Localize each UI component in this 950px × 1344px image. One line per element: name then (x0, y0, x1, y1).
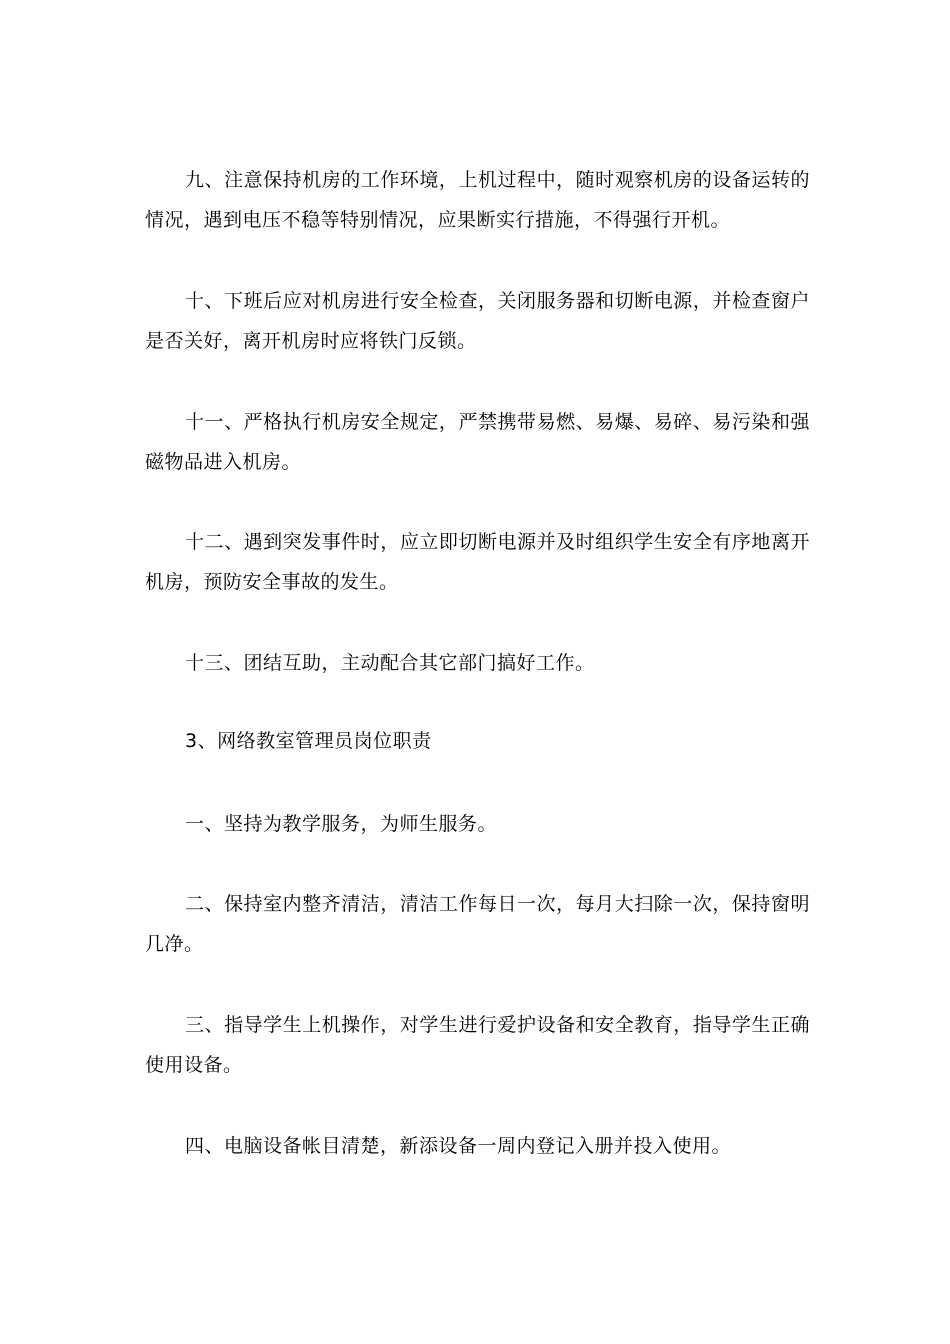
paragraph-duty-4: 四、电脑设备帐目清楚，新添设备一周内登记入册并投入使用。 (185, 1135, 732, 1157)
paragraph-item-9: 九、注意保持机房的工作环境，上机过程中，随时观察机房的设备运转的情况，遇到电压不稳等特别情况，应果断实行措施，不得强行开机。 (145, 169, 810, 231)
paragraph-duty-3: 三、指导学生上机操作，对学生进行爱护设备和安全教育，指导学生正确使用设备。 (145, 1014, 810, 1076)
paragraph-item-12: 十二、遇到突发事件时，应立即切断电源并及时组织学生安全有序地离开机房，预防安全事故的发生。 (145, 531, 810, 593)
paragraph-item-10: 十、下班后应对机房进行安全检查，关闭服务器和切断电源，并检查窗户是否关好，离开机房时应将铁门反锁。 (145, 290, 810, 352)
paragraph-duty-2: 二、保持室内整齐清洁，清洁工作每日一次，每月大扫除一次，保持窗明几净。 (145, 893, 810, 955)
paragraph-item-13: 十三、团结互助，主动配合其它部门搞好工作。 (185, 652, 595, 674)
section-heading: 3、网络教室管理员岗位职责 (185, 730, 432, 752)
paragraph-duty-1: 一、坚持为教学服务，为师生服务。 (185, 813, 498, 835)
paragraph-item-11: 十一、严格执行机房安全规定，严禁携带易燃、易爆、易碎、易污染和强磁物品进入机房。 (145, 411, 810, 473)
